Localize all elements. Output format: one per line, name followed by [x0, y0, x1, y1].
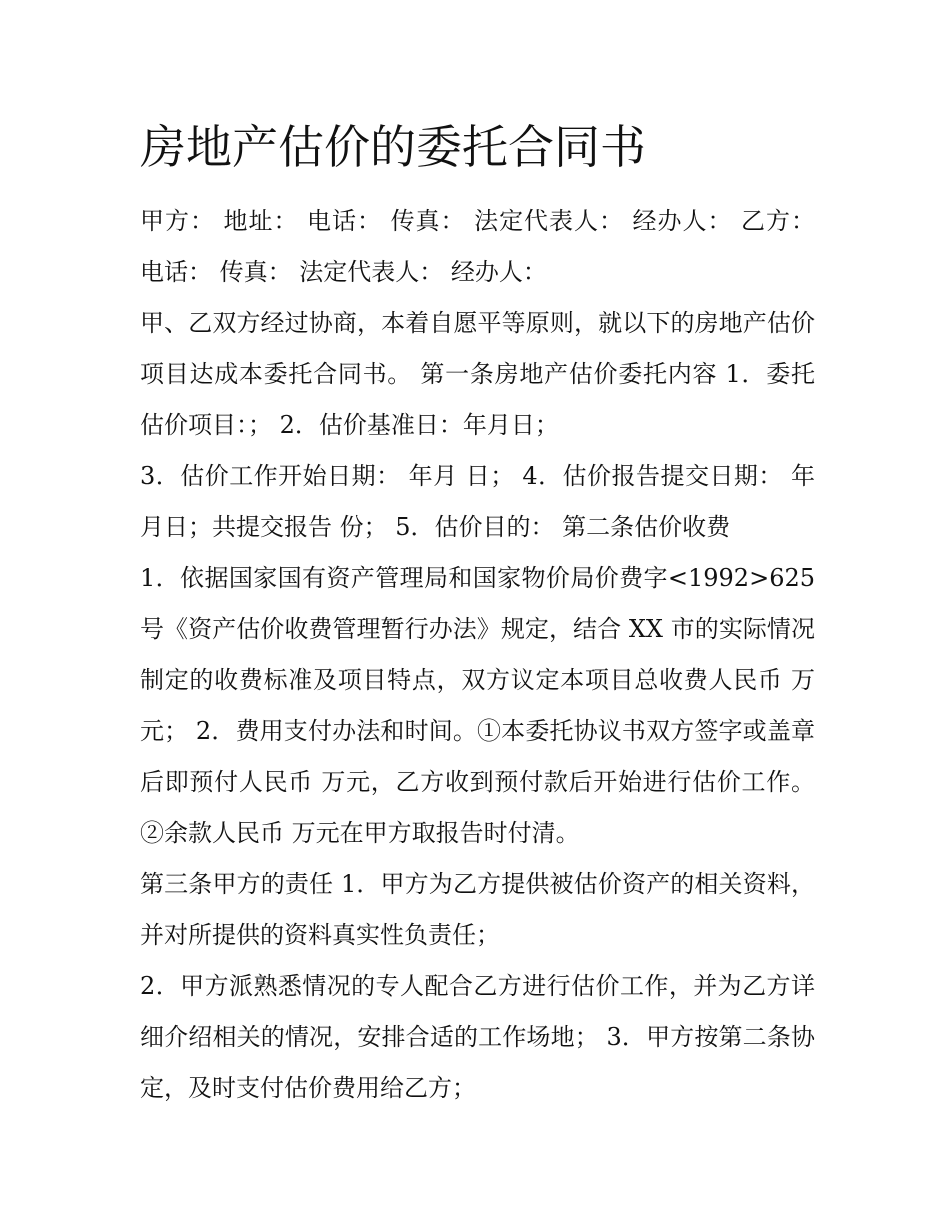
schedule-paragraph: 3．估价工作开始日期： 年月 日； 4．估价报告提交日期： 年月日；共提交报告 份； 5．估价目的： 第二条估价收费 — [140, 462, 815, 541]
document-page — [140, 112, 815, 1114]
parties-paragraph: 甲方： 地址： 电话： 传真： 法定代表人： 经办人： 乙方： 电话： 传真： 法定代表人： 经办人： — [140, 207, 815, 286]
party-a-duty-paragraph: 第三条甲方的责任 1．甲方为乙方提供被估价资产的相关资料，并对所提供的资料真实性负责任； — [140, 870, 815, 949]
party-a-duty-continued-paragraph: 2．甲方派熟悉情况的专人配合乙方进行估价工作，并为乙方详细介绍相关的情况，安排合适的工作场地； 3．甲方按第二条协定，及时支付估价费用给乙方； — [140, 972, 815, 1102]
preamble-paragraph: 甲、乙双方经过协商，本着自愿平等原则，就以下的房地产估价项目达成本委托合同书。 第一条房地产估价委托内容 1．委托估价项目：； 2．估价基准日：年月日； — [140, 309, 815, 439]
document-title: 房地产估价的委托合同书 — [140, 120, 646, 174]
fee-paragraph: 1．依据国家国有资产管理局和国家物价局价费字<1992>625 号《资产估价收费管理暂行办法》规定，结合 XX 市的实际情况制定的收费标准及项目特点，双方议定本项目总收费人民币 万元； 2．费用支付办法和时间。①本委托协议书双方签字或盖章后即预付人民币 万元，乙方收到预付款后开始进行估价工作。②余款人民币 万元在甲方取报告时付清。 — [140, 564, 815, 847]
